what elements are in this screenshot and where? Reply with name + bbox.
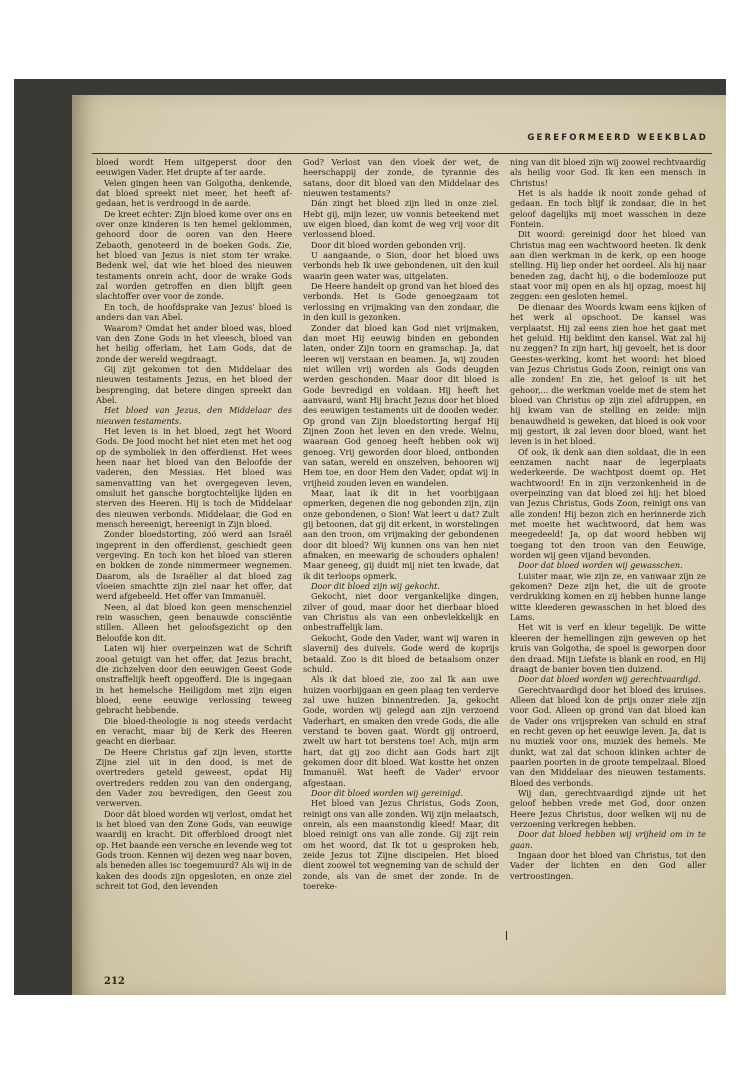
section-heading: Door dit bloed worden wij gereinigd.	[311, 787, 464, 798]
text-column-2	[303, 157, 499, 975]
body-paragraph: God? Verlost van den vloek der wet, de heerschappij der zonde, de tyrannie des satans, door dit bloed van den Middelaar des nieuwen testaments?	[303, 157, 499, 199]
body-paragraph: Zonder dat bloed kan God niet vrijmaken, dan moet Hij eeuwig binden en gebonden laten, onder Zijn toorn en gramschap. Ja, dat leeren wij verstaan en beamen. Ja, wij zouden niet willen vrij worden als Gods deugden werden geschonden. Maar door dit bloed is Gode bevredigd en voldaan. Hij heeft het aanvaard, want Hij bracht Jezus door het bloed des eeuwigen testaments uit de dooden weder. Op grond van Zijn bloedstorting hergaf Hij Zijnen Zoon het leven en den vrede. Welnu, waaraan God genoeg heeft hebben ook wij genoeg. Vrij geworden door bloed, ontbonden van satan, wereld en onszelven, behooren wij Hem toe, en door Hem den Vader, opdat wij in vrijheid zouden leven en wandelen.	[303, 322, 499, 488]
header-rule	[92, 153, 712, 154]
margin-mark	[506, 931, 510, 940]
section-heading: Door dat bloed worden wij gerechtvaardigd.	[518, 674, 701, 685]
body-paragraph: Of ook, ik denk aan dien soldaat, die in een eenzamen nacht naar de legerplaats wederkeerde. De wachtpost doemt op. Het wachtwoord! En in zijn verzonkenheid in de overpeinzing van dat bloed zei hij: het bloed van Jezus Christus, Gods Zoon, reinigt ons van alle zonden! Hij bezon zich en herinnerde zich met moeite het wachtwoord, dat hem was meegedeeld! Ja, op dat woord hebben wij toegang tot den troon van den Eeuwige, worden wij geen vijand bevonden.	[510, 446, 706, 561]
body-paragraph: Luister maar, wie zijn ze, en vanwaar zijn ze gekomen? Deze zijn het, die uit de groote verdrukking komen en zij hebben hunne lange witte kleederen gewasschen in het bloed des Lams.	[510, 570, 706, 623]
body-paragraph: Zonder bloedstorting, zóó werd aan Israël ingeprent in den offerdienst, geschiedt geen vergeving. En toch kon het bloed van stieren en bokken de zonde nimmermeer wegnemen. Daarom, als de Israëlier al dat bloed zag vloeien smachtte zijn ziel naar het offer, dat werd afgebeeld. Het offer van Immanuël.	[96, 529, 292, 602]
body-paragraph: De kreet echter: Zijn bloed kome over ons en over onze kinderen is ten hemel geklommen, gehoord door de ooren van den Heere Zebaoth, genoteerd in de boeken Gods. Zie, het bloed van Jezus is niet stom ter wrake. Bedenk wel, dat wie het bloed des nieuwen testaments onrein acht, door de wrake Gods zal worden getroffen en dien blijft geen slachtoffer over voor de zonde.	[96, 208, 292, 302]
body-paragraph: En toch, de hoofdsprake van Jezus' bloed is anders dan van Abel.	[96, 301, 292, 323]
body-paragraph: De dienaar des Woords kwam eens kijken of het werk al opschoot. De kansel was verplaatst. Hij zal eens zien hoe het gaat met het geluid. Hij beklimt den kansel. Wat zal hij nu zeggen? In zijn hart, hij gevoelt, het is door Geestes-werking, komt het woord: het bloed van Jezus Christus Gods Zoon, reinigt ons van alle zonden! En zie, het geloof is uit het gehoor,... die werkman voelde met de stem het bloed van Christus op zijn ziel afdruppen, en hij kwam van de stelling en zeide: mijn benauwdheid is geweken, dat bloed is ook voor mij gestort, ik zal leven door bloed, want het leven is in het bloed.	[510, 301, 706, 447]
body-paragraph: Gekocht, niet door vergankelijke dingen, zilver of goud, maar door het dierbaar bloed van Christus als van een onbevlekkelijk en onbestraffelijk lam.	[303, 591, 499, 633]
body-paragraph: Als ik dat bloed zie, zoo zal Ik aan uwe huizen voorbijgaan en geen plaag ten verderve zal uwe huizen binnentreden. Ja, gekocht Gode, worden wij gelegd aan zijn verzoend Vaderhart, en smaken den vrede Gods, die alle verstand te boven gaat. Wordt gij ontroerd, zwelt uw hart tot berstens toe! Ach, mijn arm hart, dat gij zoo dicht aan Gods hart zijt gekomen door dit bloed. Wat kostte het onzen Immanuël. Wat heeft de Vader' ervoor afgestaan.	[303, 674, 499, 788]
body-paragraph: Ingaan door het bloed van Christus, tot den Vader der lichten en den God aller vertroostingen.	[510, 850, 706, 881]
text-column-1	[96, 157, 292, 975]
body-paragraph: Dit woord: gereinigd door het bloed van Christus mag een wachtwoord heeten. Ik denk aan dien werkman in de kerk, op een hooge stelling. Hij liep onder het oordeel. Als hij naar beneden zag, dacht hij, o die bodemlooze put staat voor mij open en als hij opzag, moest hij zeggen: een gesloten hemel.	[510, 229, 706, 302]
body-paragraph: Neen, al dat bloed kon geen menschenziel rein wasschen, geen benauwde consciëntie stillen. Alleen het geloofsgezicht op den Beloofde kon dit.	[96, 601, 292, 643]
body-paragraph: ning van dit bloed zijn wij zoowel rechtvaardig als heilig voor God. Ik ken een mensch in Christus!	[510, 157, 706, 188]
body-paragraph: Laten wij hier overpeinzen wat de Schrift zooal getuigt van het offer, dat Jezus bracht, die zichzelven door den eeuwigen Geest Gode onstraffelijk heeft opgeofferd. Die is ingegaan in het hemelsche Heiligdom met zijn eigen bloed, eene eeuwige verlossing teweeg gebracht hebbende.	[96, 643, 292, 716]
body-paragraph: Velen gingen heen van Golgotha, denkende, dat bloed spreekt niet meer, het heeft afgedaan, het is verdroogd in de aarde.	[96, 177, 292, 209]
body-paragraph: Maar, laat ik dit in het voorbijgaan opmerken, degenen die nog gebonden zijn, zijn onze gebondenen, o Sion! Wat leert u dat? Zult gij betoonen, dat gij dit erkent, in worstelingen aan den troon, om vrijmaking der gebondenen door dit bloed? Wij kunnen ons van hen niet afmaken, en meewarig de schouders ophalen! Maar geneeg, gij duidt mij niet ten kwade, dat ik dit terloops opmerk.	[303, 488, 499, 581]
body-paragraph: Het leven is in het bloed, zegt het Woord Gods. De Jood mocht het niet eten met het oog op de symboliek in den offerdienst. Het wees heen naar het bloed van den Beloofde der vaderen, den Messias. Het bloed was samenvatting van het overgegeven leven, omsluit het gansche borgtochtelijke lijden en sterven des Heeren. Hij is toch de Middelaar des nieuwen verbonds. Middelaar, die God en mensch hereenigt, hereenigt in Zijn bloed.	[96, 425, 292, 530]
body-paragraph: Wij dan, gerechtvaardigd zijnde uit het geloof hebben vrede met God, door onzen Heere Jezus Christus, door welken wij nu de verzoening verkregen hebben.	[510, 787, 706, 829]
body-paragraph: Het wit is verf en kleur tegelijk. De witte kleeren der hemellingen zijn geweven op het kruis van Golgotha, de spoel is geworpen door den draad. Mijn Liefste is blank en rood, en Hij draagt de banier boven tien duizend.	[510, 622, 706, 674]
page-number: 212	[104, 976, 125, 984]
section-heading: Door dit bloed zijn wij gekocht.	[311, 581, 441, 592]
body-paragraph: Door dit bloed worden gebonden vrij.	[311, 239, 466, 250]
section-heading: Het bloed van Jezus, den Middelaar des nieuwen testaments.	[96, 405, 292, 426]
body-paragraph: Waarom? Omdat het ander bloed was, bloed van den Zone Gods in het vleesch, bloed van het heilig offerlam, het Lam Gods, dat de zonde der wereld wegdraagt.	[96, 322, 292, 364]
newspaper-page	[72, 95, 726, 995]
section-heading: Door dat bloed hebben wij vrijheid om in te gaan.	[510, 829, 706, 850]
body-paragraph: Het bloed van Jezus Christus, Gods Zoon, reinigt ons van alle zonden. Wij zijn melaatsch, onrein, als een maanstondig kleed! Maar, dit bloed reinigt ons van alle zonde. Gij zijt rein om het woord, dat Ik tot u gesproken heb, zeide Jezus tot Zijne discipelen. Het bloed dient zoowel tot wegneming van de schuld der zonde, als van de smet der zonde. In de toereke-	[303, 798, 499, 892]
body-paragraph: Het is als hadde ik nooit zonde gehad of gedaan. En toch blijf ik zondaar, die in het geloof dagelijks mij moet wasschen in deze Fontein.	[510, 188, 706, 230]
body-paragraph: Gij zijt gekomen tot den Middelaar des nieuwen testaments Jezus, en het bloed der besprenging, dat betere dingen spreekt dan Abel.	[96, 363, 292, 405]
body-paragraph: bloed wordt Hem uitgeperst door den eeuwigen Vader. Het drupte af ter aarde.	[96, 157, 292, 178]
body-paragraph: Die bloed-theologie is nog steeds verdacht en veracht, maar bij de Kerk des Heeren geacht en dierbaar.	[96, 715, 292, 747]
body-paragraph: U aangaande, o Sion, door het bloed uws verbonds heb Ik uwe gebondenen, uit den kuil waarin geen water was, uitgelaten.	[303, 250, 499, 281]
body-paragraph: Door dât bloed worden wij verlost, omdat het is het bloed van den Zone Gods, van eeuwige waardij en kracht. Dit offerbloed droogt niet op. Het baande een versche en levende weg tot Gods troon. Kennen wij dezen weg naar boven, als beneden alles isc toegemuurd? Als wij in de kaken des doods zijn opgesloten, en onze ziel schreit tot God, den levenden	[96, 808, 292, 892]
body-paragraph: De Heere handelt op grond van het bloed des verbonds. Het is Gode genoegzaam tot verlossing en vrijmaking van den zondaar, die in den kuil is gezonken.	[303, 281, 499, 323]
body-paragraph: De Heere Christus gaf zijn leven, stortte Zijne ziel uit in den dood, is met de overtreders geteld geweest, opdat Hij overtreders redden zou van den ondergang, den Vader zou bevredigen, den Geest zou verwerven.	[96, 746, 292, 809]
section-heading: Door dat bloed worden wij gewasschen.	[518, 560, 683, 571]
body-paragraph: Gekocht, Gode den Vader, want wij waren in slavernij des duivels. Gode werd de koprijs betaald. Zoo is dit bloed de betaalsom onzer schuld.	[303, 632, 499, 674]
body-paragraph: Gerechtvaardigd door het bloed des kruises. Alleen dat bloed kon de prijs onzer ziele zijn voor God. Alleen op grond van dat bloed kan de Vader ons vrijspreken van schuld en straf en recht geven op het eeuwige leven. Ja, dat is nu muziek voor ons, muziek des hemels. Me dunkt, wat zal dat schoon klinken achter de paarlen poorten in de groote tempelzaal. Bloed van den Middelaar des nieuwen testaments. Bloed des verbonds.	[510, 684, 706, 788]
text-column-3	[510, 157, 706, 975]
scanned-page-frame	[14, 79, 726, 995]
page-header-title: GEREFORMEERD WEEKBLAD	[527, 133, 708, 143]
body-paragraph: Dán zingt het bloed zijn lied in onze ziel. Hebt gij, mijn lezer, uw vonnis beteekend met uw eigen bloed, dan komt de weg vrij voor dit verlossend bloed.	[303, 198, 499, 240]
